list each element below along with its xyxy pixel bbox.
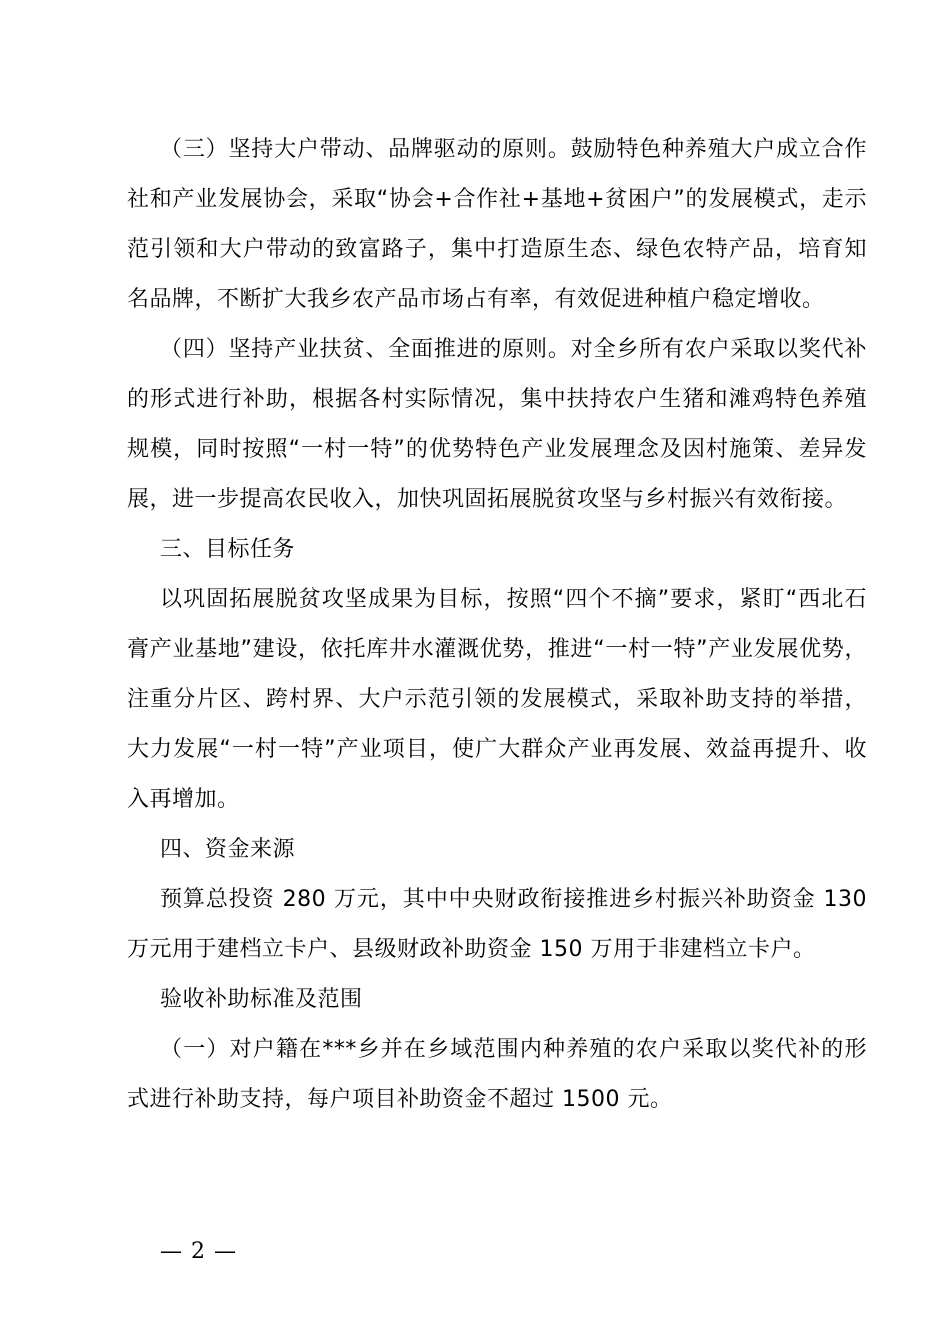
subsidy-paragraph: （一）对户籍在***乡并在乡域范围内种养殖的农户采取以奖代补的形式进行补助支持，每户项目补助资金不超过 1500 元。 — [127, 1037, 867, 1112]
section-heading-subsidy-standard: 验收补助标准及范围 — [160, 987, 363, 1012]
section-heading-funding: 四、资金来源 — [160, 837, 296, 862]
page-number: — 2 — — [160, 1239, 237, 1264]
principle-four-paragraph: （四）坚持产业扶贫、全面推进的原则。对全乡所有农户采取以奖代补的形式进行补助，根据各村实际情况，集中扶持农户生猪和滩鸡特色养殖规模，同时按照“一村一特”的优势特色产业发展理念及因村施策、差异发展，进一步提高农民收入，加快巩固拓展脱贫攻坚与乡村振兴有效衔接。 — [127, 337, 867, 512]
section-heading-goals: 三、目标任务 — [160, 537, 296, 562]
principle-three-paragraph: （三）坚持大户带动、品牌驱动的原则。鼓励特色种养殖大户成立合作社和产业发展协会，采取“协会+合作社+基地+贫困户”的发展模式，走示范引领和大户带动的致富路子，集中打造原生态、绿色农特产品，培育知名品牌，不断扩大我乡农产品市场占有率，有效促进种植户稳定增收。 — [127, 137, 867, 312]
funding-paragraph: 预算总投资 280 万元，其中中央财政衔接推进乡村振兴补助资金 130 万元用于建档立卡户、县级财政补助资金 150 万用于非建档立卡户。 — [127, 887, 867, 962]
document-body — [127, 125, 867, 1125]
goals-paragraph: 以巩固拓展脱贫攻坚成果为目标，按照“四个不摘”要求，紧盯“西北石膏产业基地”建设，依托库井水灌溉优势，推进“一村一特”产业发展优势，注重分片区、跨村界、大户示范引领的发展模式，采取补助支持的举措，大力发展“一村一特”产业项目，使广大群众产业再发展、效益再提升、收入再增加。 — [127, 587, 867, 812]
